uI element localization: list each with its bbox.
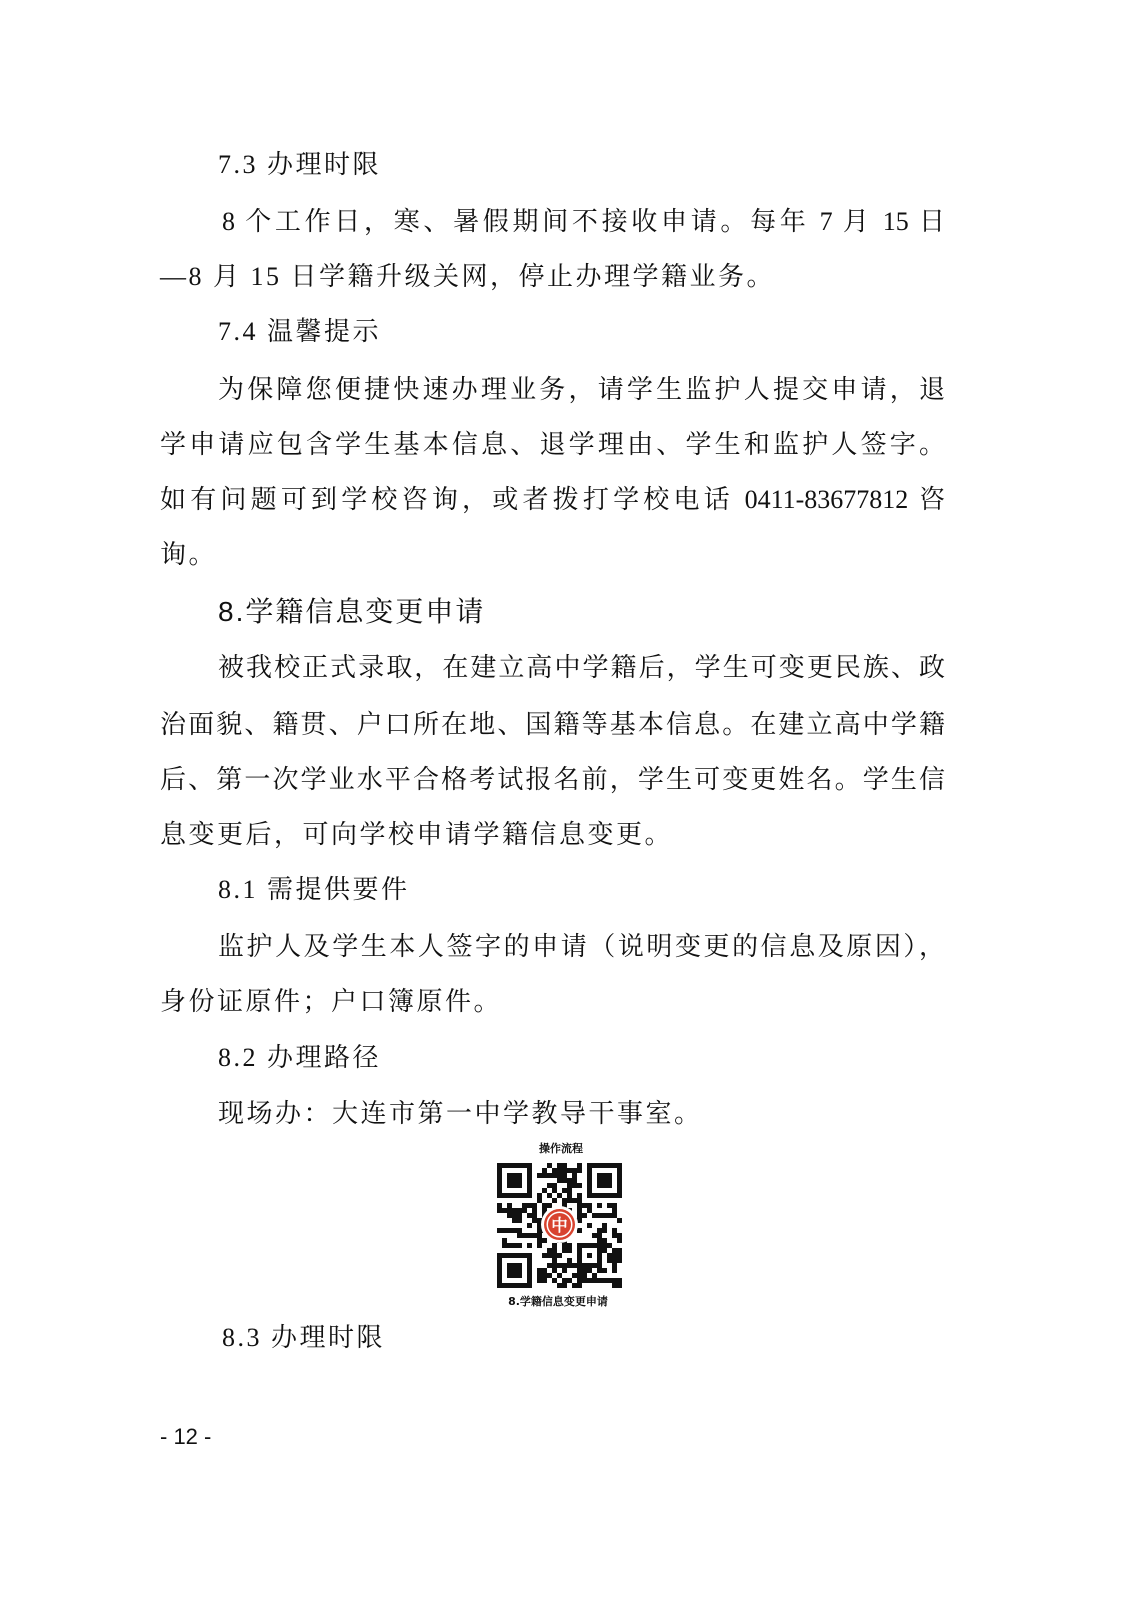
qr-logo-text: 中 — [551, 1215, 568, 1235]
page-number: - 12 - — [160, 1424, 212, 1449]
section-7-3-heading: 7.3 办理时限 — [218, 150, 382, 179]
section-8-2-text-line: 现场办：大连市第一中学教导干事室。 — [218, 1099, 703, 1128]
section-8-text-line: 治面貌、籍贯、户口所在地、国籍等基本信息。在建立高中学籍 — [160, 710, 945, 739]
section-8-text-line: 息变更后，可向学校申请学籍信息变更。 — [160, 820, 674, 849]
section-7-4-text-line: 学申请应包含学生基本信息、退学理由、学生和监护人签字。 — [160, 430, 945, 459]
section-7-4-text-line: 询。 — [160, 540, 218, 569]
qr-code — [497, 1163, 622, 1288]
section-8-1-text-line: 监护人及学生本人签字的申请（说明变更的信息及原因）， — [218, 932, 945, 961]
section-8-3-heading: 8.3 办理时限 — [222, 1323, 386, 1352]
section-8-1-text-line: 身份证原件；户口簿原件。 — [160, 987, 503, 1016]
section-8-1-heading: 8.1 需提供要件 — [218, 875, 410, 904]
section-7-3-text-line: 8 个工作日，寒、暑假期间不接收申请。每年 7 月 15 日 — [222, 207, 945, 236]
qr-block — [440, 1140, 680, 1312]
section-7-4-text-line: 如有问题可到学校咨询，或者拨打学校电话 0411-83677812 咨 — [160, 485, 945, 514]
section-7-4-heading: 7.4 温馨提示 — [218, 317, 382, 346]
section-8-2-heading: 8.2 办理路径 — [218, 1043, 382, 1072]
qr-title: 操作流程 — [539, 1142, 583, 1155]
section-8-heading: 8.学籍信息变更申请 — [218, 596, 486, 627]
section-8-text-line: 后、第一次学业水平合格考试报名前，学生可变更姓名。学生信 — [160, 765, 945, 794]
section-7-3-text-line: —8 月 15 日学籍升级关网，停止办理学籍业务。 — [160, 262, 776, 291]
section-8-text-line: 被我校正式录取，在建立高中学籍后，学生可变更民族、政 — [218, 653, 945, 682]
section-7-4-text-line: 为保障您便捷快速办理业务，请学生监护人提交申请，退 — [218, 375, 945, 404]
qr-caption: 8.学籍信息变更申请 — [508, 1295, 608, 1308]
